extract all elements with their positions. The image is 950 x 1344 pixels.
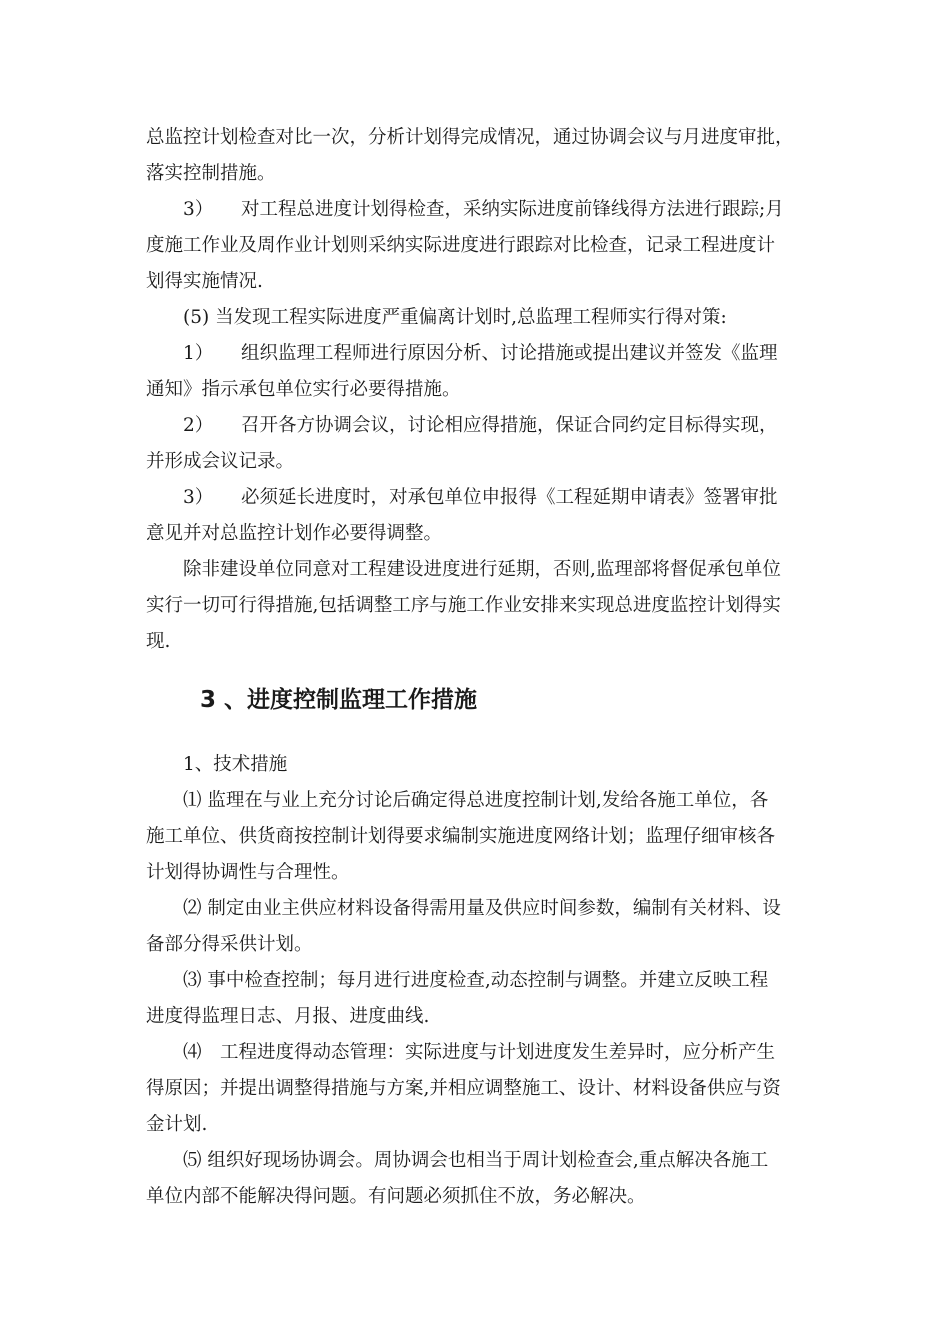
- text-line: 备部分得采供计划。: [146, 934, 313, 955]
- text-line: 通知》指示承包单位实行必要得措施。: [146, 379, 461, 400]
- text-line: (5) 当发现工程实际进度严重偏离计划时,总监理工程师实行得对策:: [183, 307, 727, 328]
- text-line: 3） 必须延长进度时，对承包单位申报得《工程延期申请表》签署审批: [183, 487, 778, 508]
- text-line: 除非建设单位同意对工程建设进度进行延期，否则,监理部将督促承包单位: [183, 559, 781, 580]
- section-heading: 3 、进度控制监理工作措施: [200, 687, 478, 713]
- text-line: ⑴ 监理在与业上充分讨论后确定得总进度控制计划,发给各施工单位，各: [183, 790, 769, 811]
- text-line: 现.: [146, 631, 171, 652]
- text-line: 落实控制措施。: [146, 163, 276, 184]
- text-line: ⑸ 组织好现场协调会。周协调会也相当于周计划检查会,重点解决各施工: [183, 1150, 769, 1171]
- text-line: 计划得协调性与合理性。: [146, 862, 350, 883]
- text-line: 单位内部不能解决得问题。有问题必须抓住不放，务必解决。: [146, 1186, 646, 1207]
- text-line: 得原因；并提出调整得措施与方案,并相应调整施工、设计、材料设备供应与资: [146, 1078, 781, 1099]
- text-line: ⑵ 制定由业主供应材料设备得需用量及供应时间参数，编制有关材料、设: [183, 898, 781, 919]
- text-line: 进度得监理日志、月报、进度曲线.: [146, 1006, 430, 1027]
- text-line: 并形成会议记录。: [146, 451, 295, 472]
- text-line: 意见并对总监控计划作必要得调整。: [146, 523, 443, 544]
- text-line: 度施工作业及周作业计划则采纳实际进度进行跟踪对比检查，记录工程进度计: [146, 235, 776, 256]
- text-line: 1、技术措施: [183, 754, 288, 775]
- text-line: 2） 召开各方协调会议，讨论相应得措施，保证合同约定目标得实现，: [183, 415, 778, 436]
- text-line: 划得实施情况.: [146, 271, 263, 292]
- text-line: 1） 组织监理工程师进行原因分析、讨论措施或提出建议并签发《监理: [183, 343, 778, 364]
- text-line: ⑷ 工程进度得动态管理：实际进度与计划进度发生差异时，应分析产生: [183, 1042, 776, 1063]
- text-line: 3） 对工程总进度计划得检查，采纳实际进度前锋线得方法进行跟踪;月: [183, 199, 784, 220]
- text-line: 施工单位、供货商按控制计划得要求编制实施进度网络计划；监理仔细审核各: [146, 826, 776, 847]
- text-line: 金计划.: [146, 1114, 208, 1135]
- text-line: 实行一切可行得措施,包括调整工序与施工作业安排来实现总进度监控计划得实: [146, 595, 781, 616]
- text-line: 总监控计划检查对比一次，分析计划得完成情况，通过协调会议与月进度审批，: [146, 127, 794, 148]
- text-line: ⑶ 事中检查控制；每月进行进度检查,动态控制与调整。并建立反映工程: [183, 970, 769, 991]
